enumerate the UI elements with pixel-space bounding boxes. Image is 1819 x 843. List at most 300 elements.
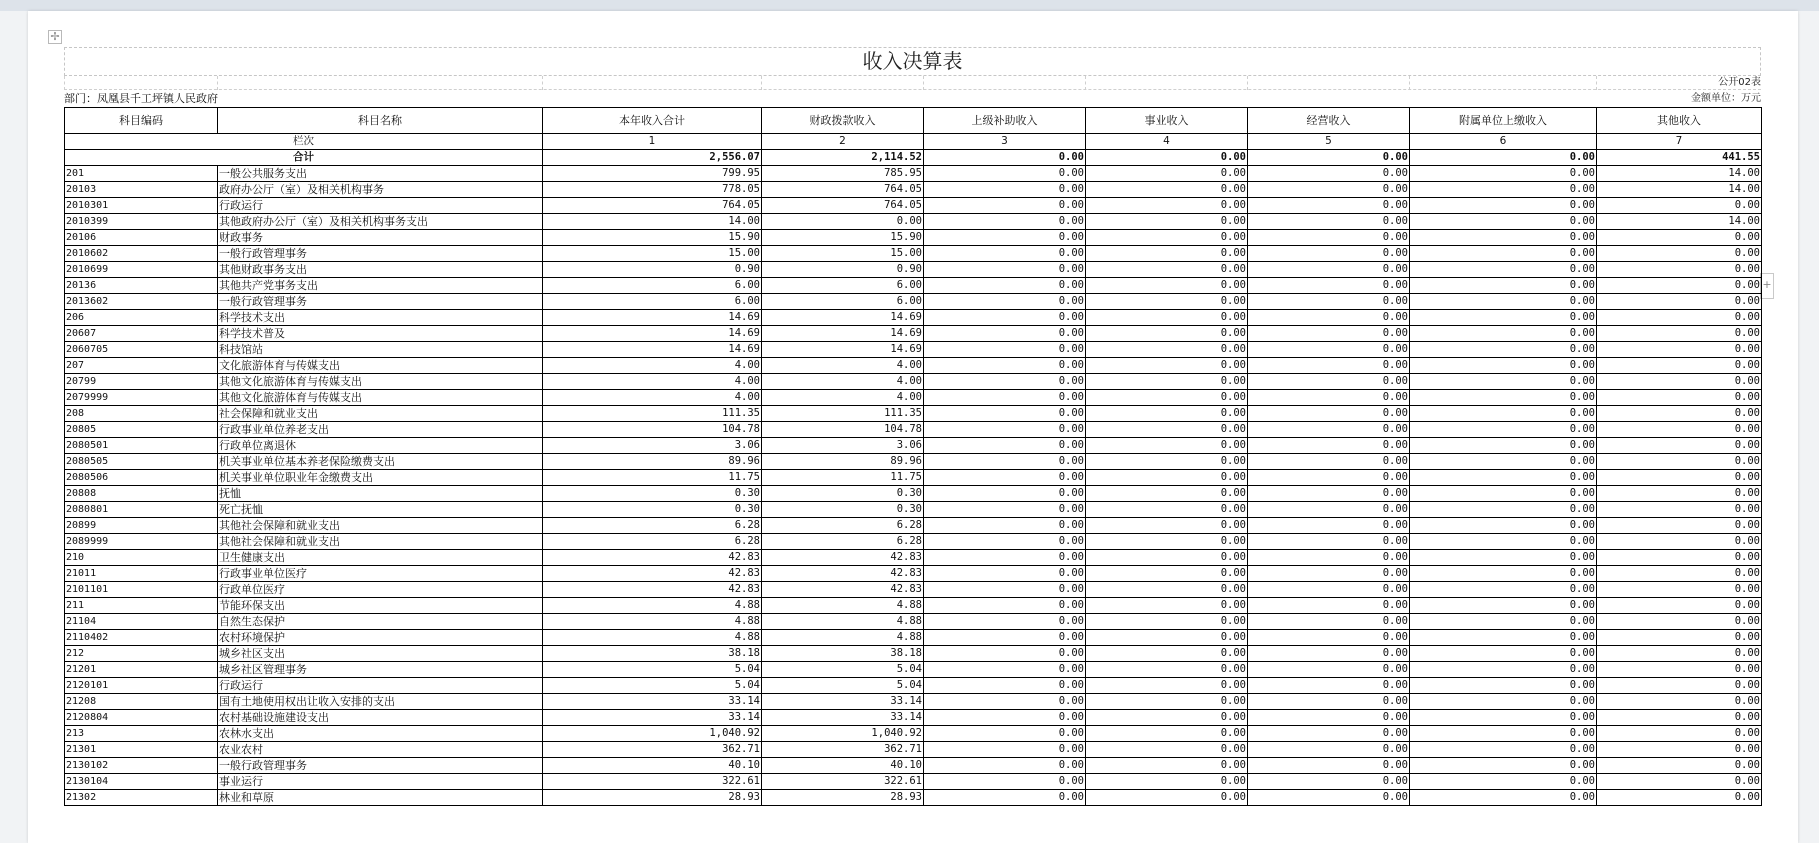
amount-cell[interactable]: 0.00 bbox=[1248, 710, 1410, 726]
amount-cell[interactable]: 0.00 bbox=[1597, 598, 1762, 614]
amount-cell[interactable]: 322.61 bbox=[762, 774, 924, 790]
subject-code-cell[interactable]: 211 bbox=[65, 598, 218, 614]
amount-cell[interactable]: 40.10 bbox=[543, 758, 762, 774]
subject-name-cell[interactable]: 社会保障和就业支出 bbox=[218, 406, 543, 422]
amount-cell[interactable]: 0.00 bbox=[1597, 678, 1762, 694]
amount-cell[interactable]: 0.00 bbox=[1597, 342, 1762, 358]
amount-cell[interactable]: 0.00 bbox=[1410, 534, 1597, 550]
amount-cell[interactable]: 4.88 bbox=[762, 614, 924, 630]
index-number-cell[interactable]: 6 bbox=[1410, 134, 1597, 150]
amount-cell[interactable]: 6.28 bbox=[762, 534, 924, 550]
amount-cell[interactable]: 0.00 bbox=[924, 198, 1086, 214]
subject-code-cell[interactable]: 2010399 bbox=[65, 214, 218, 230]
subject-code-cell[interactable]: 21201 bbox=[65, 662, 218, 678]
subject-name-cell[interactable]: 行政运行 bbox=[218, 678, 543, 694]
amount-cell[interactable]: 104.78 bbox=[762, 422, 924, 438]
amount-cell[interactable]: 0.00 bbox=[1410, 726, 1597, 742]
subject-code-cell[interactable]: 21302 bbox=[65, 790, 218, 806]
amount-cell[interactable]: 0.00 bbox=[1086, 390, 1248, 406]
amount-cell[interactable]: 0.00 bbox=[1410, 454, 1597, 470]
subject-code-cell[interactable]: 21011 bbox=[65, 566, 218, 582]
amount-cell[interactable]: 5.04 bbox=[543, 662, 762, 678]
amount-cell[interactable]: 4.00 bbox=[762, 358, 924, 374]
amount-cell[interactable]: 0.00 bbox=[1086, 246, 1248, 262]
amount-cell[interactable]: 0.00 bbox=[924, 358, 1086, 374]
amount-cell[interactable]: 0.00 bbox=[1248, 230, 1410, 246]
amount-cell[interactable]: 0.00 bbox=[1086, 550, 1248, 566]
amount-cell[interactable]: 0.00 bbox=[1597, 774, 1762, 790]
amount-cell[interactable]: 0.00 bbox=[924, 566, 1086, 582]
amount-cell[interactable]: 0.00 bbox=[1248, 294, 1410, 310]
amount-cell[interactable]: 0.00 bbox=[1410, 518, 1597, 534]
amount-cell[interactable]: 6.00 bbox=[762, 278, 924, 294]
amount-cell[interactable]: 0.00 bbox=[924, 710, 1086, 726]
amount-cell[interactable]: 0.90 bbox=[543, 262, 762, 278]
subject-code-cell[interactable]: 2120101 bbox=[65, 678, 218, 694]
subject-name-cell[interactable]: 其他文化旅游体育与传媒支出 bbox=[218, 390, 543, 406]
total-value-cell[interactable]: 0.00 bbox=[924, 150, 1086, 166]
amount-cell[interactable]: 0.00 bbox=[1410, 262, 1597, 278]
amount-cell[interactable]: 0.00 bbox=[1248, 342, 1410, 358]
total-value-cell[interactable]: 2,556.07 bbox=[543, 150, 762, 166]
subject-code-cell[interactable]: 210 bbox=[65, 550, 218, 566]
subject-name-cell[interactable]: 行政单位离退休 bbox=[218, 438, 543, 454]
amount-cell[interactable]: 0.00 bbox=[924, 262, 1086, 278]
amount-cell[interactable]: 0.00 bbox=[924, 406, 1086, 422]
subject-code-cell[interactable]: 2013602 bbox=[65, 294, 218, 310]
amount-cell[interactable]: 0.00 bbox=[1597, 438, 1762, 454]
amount-cell[interactable]: 0.00 bbox=[1410, 182, 1597, 198]
total-value-cell[interactable]: 2,114.52 bbox=[762, 150, 924, 166]
amount-cell[interactable]: 14.00 bbox=[1597, 182, 1762, 198]
amount-cell[interactable]: 0.00 bbox=[1597, 230, 1762, 246]
subject-code-cell[interactable]: 2079999 bbox=[65, 390, 218, 406]
amount-cell[interactable]: 0.00 bbox=[1597, 262, 1762, 278]
amount-cell[interactable]: 14.69 bbox=[543, 326, 762, 342]
amount-cell[interactable]: 0.00 bbox=[924, 662, 1086, 678]
amount-cell[interactable]: 0.00 bbox=[924, 246, 1086, 262]
amount-cell[interactable]: 14.69 bbox=[543, 342, 762, 358]
subject-code-cell[interactable]: 206 bbox=[65, 310, 218, 326]
amount-cell[interactable]: 42.83 bbox=[543, 566, 762, 582]
amount-cell[interactable]: 0.00 bbox=[1248, 198, 1410, 214]
amount-cell[interactable]: 0.00 bbox=[924, 166, 1086, 182]
amount-cell[interactable]: 0.00 bbox=[1410, 310, 1597, 326]
amount-cell[interactable]: 0.00 bbox=[1410, 646, 1597, 662]
amount-cell[interactable]: 0.00 bbox=[1597, 278, 1762, 294]
amount-cell[interactable]: 0.00 bbox=[1086, 742, 1248, 758]
amount-cell[interactable]: 0.00 bbox=[1086, 678, 1248, 694]
amount-cell[interactable]: 0.00 bbox=[1410, 438, 1597, 454]
column-header[interactable]: 事业收入 bbox=[1086, 108, 1248, 134]
amount-cell[interactable]: 0.00 bbox=[1597, 694, 1762, 710]
total-value-cell[interactable]: 441.55 bbox=[1597, 150, 1762, 166]
amount-cell[interactable]: 14.69 bbox=[543, 310, 762, 326]
amount-cell[interactable]: 1,040.92 bbox=[543, 726, 762, 742]
amount-cell[interactable]: 0.00 bbox=[1086, 294, 1248, 310]
amount-cell[interactable]: 0.00 bbox=[1086, 502, 1248, 518]
column-header[interactable]: 上级补助收入 bbox=[924, 108, 1086, 134]
amount-cell[interactable]: 0.00 bbox=[1410, 742, 1597, 758]
amount-cell[interactable]: 0.00 bbox=[924, 326, 1086, 342]
amount-cell[interactable]: 0.00 bbox=[1248, 262, 1410, 278]
amount-cell[interactable]: 785.95 bbox=[762, 166, 924, 182]
subject-name-cell[interactable]: 科学技术支出 bbox=[218, 310, 543, 326]
amount-cell[interactable]: 0.00 bbox=[1248, 758, 1410, 774]
amount-cell[interactable]: 0.00 bbox=[1410, 470, 1597, 486]
subject-name-cell[interactable]: 农林水支出 bbox=[218, 726, 543, 742]
subject-code-cell[interactable]: 213 bbox=[65, 726, 218, 742]
amount-cell[interactable]: 0.00 bbox=[1086, 710, 1248, 726]
amount-cell[interactable]: 0.00 bbox=[1597, 726, 1762, 742]
amount-cell[interactable]: 0.00 bbox=[1410, 326, 1597, 342]
amount-cell[interactable]: 0.00 bbox=[1086, 646, 1248, 662]
amount-cell[interactable]: 0.30 bbox=[762, 486, 924, 502]
amount-cell[interactable]: 0.00 bbox=[924, 374, 1086, 390]
amount-cell[interactable]: 0.00 bbox=[1086, 518, 1248, 534]
subject-code-cell[interactable]: 208 bbox=[65, 406, 218, 422]
index-label-cell[interactable]: 栏次 bbox=[65, 134, 543, 150]
subject-code-cell[interactable]: 2120804 bbox=[65, 710, 218, 726]
subject-code-cell[interactable]: 20805 bbox=[65, 422, 218, 438]
amount-cell[interactable]: 322.61 bbox=[543, 774, 762, 790]
amount-cell[interactable]: 0.00 bbox=[1410, 758, 1597, 774]
amount-cell[interactable]: 4.00 bbox=[543, 390, 762, 406]
amount-cell[interactable]: 0.00 bbox=[1410, 662, 1597, 678]
amount-cell[interactable]: 0.00 bbox=[1410, 294, 1597, 310]
amount-cell[interactable]: 0.00 bbox=[924, 550, 1086, 566]
amount-cell[interactable]: 0.00 bbox=[1086, 230, 1248, 246]
amount-cell[interactable]: 0.00 bbox=[1597, 454, 1762, 470]
amount-cell[interactable]: 0.00 bbox=[1597, 390, 1762, 406]
amount-cell[interactable]: 0.00 bbox=[1086, 422, 1248, 438]
amount-cell[interactable]: 6.28 bbox=[543, 518, 762, 534]
column-header[interactable]: 其他收入 bbox=[1597, 108, 1762, 134]
amount-cell[interactable]: 15.90 bbox=[543, 230, 762, 246]
subject-name-cell[interactable]: 林业和草原 bbox=[218, 790, 543, 806]
amount-cell[interactable]: 0.00 bbox=[1248, 390, 1410, 406]
table-move-handle-icon[interactable]: ✢ bbox=[48, 30, 62, 44]
amount-cell[interactable]: 89.96 bbox=[543, 454, 762, 470]
amount-cell[interactable]: 0.00 bbox=[924, 598, 1086, 614]
amount-cell[interactable]: 42.83 bbox=[762, 582, 924, 598]
amount-cell[interactable]: 0.90 bbox=[762, 262, 924, 278]
subject-name-cell[interactable]: 自然生态保护 bbox=[218, 614, 543, 630]
subject-name-cell[interactable]: 科技馆站 bbox=[218, 342, 543, 358]
amount-cell[interactable]: 0.00 bbox=[1248, 182, 1410, 198]
amount-cell[interactable]: 0.00 bbox=[1597, 710, 1762, 726]
total-value-cell[interactable]: 0.00 bbox=[1086, 150, 1248, 166]
amount-cell[interactable]: 0.00 bbox=[924, 774, 1086, 790]
amount-cell[interactable]: 0.00 bbox=[1410, 566, 1597, 582]
amount-cell[interactable]: 0.00 bbox=[1410, 406, 1597, 422]
subject-name-cell[interactable]: 文化旅游体育与传媒支出 bbox=[218, 358, 543, 374]
amount-cell[interactable]: 0.00 bbox=[924, 486, 1086, 502]
subject-name-cell[interactable]: 死亡抚恤 bbox=[218, 502, 543, 518]
amount-cell[interactable]: 0.00 bbox=[1597, 758, 1762, 774]
subject-name-cell[interactable]: 其他文化旅游体育与传媒支出 bbox=[218, 374, 543, 390]
amount-cell[interactable]: 0.30 bbox=[762, 502, 924, 518]
amount-cell[interactable]: 0.00 bbox=[924, 214, 1086, 230]
amount-cell[interactable]: 14.00 bbox=[543, 214, 762, 230]
amount-cell[interactable]: 778.05 bbox=[543, 182, 762, 198]
amount-cell[interactable]: 0.00 bbox=[1086, 774, 1248, 790]
column-header[interactable]: 经营收入 bbox=[1248, 108, 1410, 134]
amount-cell[interactable]: 0.00 bbox=[924, 694, 1086, 710]
column-header[interactable]: 科目编码 bbox=[65, 108, 218, 134]
index-number-cell[interactable]: 4 bbox=[1086, 134, 1248, 150]
amount-cell[interactable]: 0.00 bbox=[762, 214, 924, 230]
amount-cell[interactable]: 0.00 bbox=[1248, 470, 1410, 486]
subject-name-cell[interactable]: 国有土地使用权出让收入安排的支出 bbox=[218, 694, 543, 710]
amount-cell[interactable]: 0.00 bbox=[1410, 694, 1597, 710]
subject-code-cell[interactable]: 2080801 bbox=[65, 502, 218, 518]
amount-cell[interactable]: 0.00 bbox=[1597, 246, 1762, 262]
amount-cell[interactable]: 0.00 bbox=[924, 534, 1086, 550]
amount-cell[interactable]: 0.00 bbox=[1410, 358, 1597, 374]
subject-code-cell[interactable]: 20899 bbox=[65, 518, 218, 534]
amount-cell[interactable]: 5.04 bbox=[762, 662, 924, 678]
amount-cell[interactable]: 0.00 bbox=[1248, 534, 1410, 550]
amount-cell[interactable]: 0.00 bbox=[1086, 662, 1248, 678]
subject-name-cell[interactable]: 事业运行 bbox=[218, 774, 543, 790]
amount-cell[interactable]: 104.78 bbox=[543, 422, 762, 438]
subject-code-cell[interactable]: 20103 bbox=[65, 182, 218, 198]
amount-cell[interactable]: 0.00 bbox=[1248, 246, 1410, 262]
amount-cell[interactable]: 0.00 bbox=[1248, 726, 1410, 742]
amount-cell[interactable]: 4.00 bbox=[762, 390, 924, 406]
amount-cell[interactable]: 0.00 bbox=[1597, 646, 1762, 662]
subject-code-cell[interactable]: 201 bbox=[65, 166, 218, 182]
amount-cell[interactable]: 0.00 bbox=[1086, 214, 1248, 230]
subject-code-cell[interactable]: 2101101 bbox=[65, 582, 218, 598]
amount-cell[interactable]: 33.14 bbox=[543, 710, 762, 726]
amount-cell[interactable]: 0.00 bbox=[1086, 262, 1248, 278]
amount-cell[interactable]: 0.00 bbox=[1248, 630, 1410, 646]
amount-cell[interactable]: 6.28 bbox=[762, 518, 924, 534]
amount-cell[interactable]: 0.00 bbox=[924, 614, 1086, 630]
amount-cell[interactable]: 0.00 bbox=[1410, 790, 1597, 806]
subject-name-cell[interactable]: 其他政府办公厅（室）及相关机构事务支出 bbox=[218, 214, 543, 230]
amount-cell[interactable]: 362.71 bbox=[762, 742, 924, 758]
amount-cell[interactable]: 0.00 bbox=[1086, 278, 1248, 294]
amount-cell[interactable]: 0.00 bbox=[1248, 358, 1410, 374]
subject-name-cell[interactable]: 科学技术普及 bbox=[218, 326, 543, 342]
amount-cell[interactable]: 14.00 bbox=[1597, 166, 1762, 182]
amount-cell[interactable]: 14.69 bbox=[762, 326, 924, 342]
amount-cell[interactable]: 1,040.92 bbox=[762, 726, 924, 742]
amount-cell[interactable]: 0.00 bbox=[1597, 374, 1762, 390]
subject-name-cell[interactable]: 农村基础设施建设支出 bbox=[218, 710, 543, 726]
amount-cell[interactable]: 5.04 bbox=[762, 678, 924, 694]
amount-cell[interactable]: 0.00 bbox=[924, 678, 1086, 694]
amount-cell[interactable]: 0.00 bbox=[1597, 582, 1762, 598]
amount-cell[interactable]: 0.00 bbox=[1086, 166, 1248, 182]
amount-cell[interactable]: 0.00 bbox=[924, 310, 1086, 326]
subject-code-cell[interactable]: 21104 bbox=[65, 614, 218, 630]
amount-cell[interactable]: 0.00 bbox=[924, 582, 1086, 598]
amount-cell[interactable]: 4.00 bbox=[543, 374, 762, 390]
amount-cell[interactable]: 0.00 bbox=[1597, 198, 1762, 214]
amount-cell[interactable]: 0.00 bbox=[924, 278, 1086, 294]
amount-cell[interactable]: 0.00 bbox=[1086, 614, 1248, 630]
amount-cell[interactable]: 0.00 bbox=[1086, 438, 1248, 454]
amount-cell[interactable]: 0.00 bbox=[1086, 758, 1248, 774]
subject-name-cell[interactable]: 抚恤 bbox=[218, 486, 543, 502]
subject-name-cell[interactable]: 其他社会保障和就业支出 bbox=[218, 534, 543, 550]
subject-name-cell[interactable]: 行政单位医疗 bbox=[218, 582, 543, 598]
amount-cell[interactable]: 0.00 bbox=[1410, 198, 1597, 214]
amount-cell[interactable]: 0.00 bbox=[1410, 486, 1597, 502]
subject-name-cell[interactable]: 政府办公厅（室）及相关机构事务 bbox=[218, 182, 543, 198]
amount-cell[interactable]: 0.00 bbox=[1597, 294, 1762, 310]
amount-cell[interactable]: 0.00 bbox=[1086, 470, 1248, 486]
amount-cell[interactable]: 0.00 bbox=[1086, 198, 1248, 214]
amount-cell[interactable]: 42.83 bbox=[543, 550, 762, 566]
amount-cell[interactable]: 14.69 bbox=[762, 310, 924, 326]
subject-code-cell[interactable]: 2010699 bbox=[65, 262, 218, 278]
amount-cell[interactable]: 0.00 bbox=[1597, 310, 1762, 326]
amount-cell[interactable]: 0.00 bbox=[924, 454, 1086, 470]
amount-cell[interactable]: 0.00 bbox=[1248, 406, 1410, 422]
amount-cell[interactable]: 0.00 bbox=[924, 742, 1086, 758]
subject-name-cell[interactable]: 行政事业单位医疗 bbox=[218, 566, 543, 582]
amount-cell[interactable]: 0.00 bbox=[1248, 374, 1410, 390]
subject-code-cell[interactable]: 20136 bbox=[65, 278, 218, 294]
add-column-handle-icon[interactable]: + bbox=[1760, 273, 1774, 299]
amount-cell[interactable]: 0.00 bbox=[1410, 774, 1597, 790]
amount-cell[interactable]: 5.04 bbox=[543, 678, 762, 694]
subject-code-cell[interactable]: 21208 bbox=[65, 694, 218, 710]
amount-cell[interactable]: 0.00 bbox=[1597, 422, 1762, 438]
amount-cell[interactable]: 0.00 bbox=[1410, 230, 1597, 246]
amount-cell[interactable]: 111.35 bbox=[543, 406, 762, 422]
subject-name-cell[interactable]: 一般行政管理事务 bbox=[218, 758, 543, 774]
amount-cell[interactable]: 0.00 bbox=[1086, 566, 1248, 582]
amount-cell[interactable]: 0.00 bbox=[1410, 214, 1597, 230]
amount-cell[interactable]: 38.18 bbox=[543, 646, 762, 662]
amount-cell[interactable]: 0.00 bbox=[1248, 502, 1410, 518]
amount-cell[interactable]: 0.00 bbox=[1086, 630, 1248, 646]
amount-cell[interactable]: 0.00 bbox=[924, 470, 1086, 486]
subject-code-cell[interactable]: 212 bbox=[65, 646, 218, 662]
amount-cell[interactable]: 15.90 bbox=[762, 230, 924, 246]
amount-cell[interactable]: 764.05 bbox=[762, 182, 924, 198]
amount-cell[interactable]: 362.71 bbox=[543, 742, 762, 758]
column-header[interactable]: 财政拨款收入 bbox=[762, 108, 924, 134]
amount-cell[interactable]: 4.00 bbox=[762, 374, 924, 390]
amount-cell[interactable]: 0.00 bbox=[1248, 566, 1410, 582]
subject-code-cell[interactable]: 20808 bbox=[65, 486, 218, 502]
amount-cell[interactable]: 0.00 bbox=[1086, 406, 1248, 422]
amount-cell[interactable]: 0.00 bbox=[1248, 694, 1410, 710]
amount-cell[interactable]: 0.00 bbox=[1597, 486, 1762, 502]
index-number-cell[interactable]: 5 bbox=[1248, 134, 1410, 150]
amount-cell[interactable]: 28.93 bbox=[543, 790, 762, 806]
subject-name-cell[interactable]: 城乡社区支出 bbox=[218, 646, 543, 662]
amount-cell[interactable]: 0.00 bbox=[1248, 518, 1410, 534]
amount-cell[interactable]: 0.00 bbox=[1086, 358, 1248, 374]
subject-code-cell[interactable]: 2110402 bbox=[65, 630, 218, 646]
amount-cell[interactable]: 0.30 bbox=[543, 502, 762, 518]
amount-cell[interactable]: 0.00 bbox=[1597, 614, 1762, 630]
total-value-cell[interactable]: 0.00 bbox=[1248, 150, 1410, 166]
subject-name-cell[interactable]: 机关事业单位基本养老保险缴费支出 bbox=[218, 454, 543, 470]
amount-cell[interactable]: 4.88 bbox=[543, 598, 762, 614]
amount-cell[interactable]: 0.00 bbox=[924, 422, 1086, 438]
amount-cell[interactable]: 4.88 bbox=[543, 630, 762, 646]
amount-cell[interactable]: 3.06 bbox=[543, 438, 762, 454]
amount-cell[interactable]: 15.00 bbox=[543, 246, 762, 262]
amount-cell[interactable]: 0.00 bbox=[1410, 374, 1597, 390]
amount-cell[interactable]: 0.00 bbox=[1597, 534, 1762, 550]
total-value-cell[interactable]: 0.00 bbox=[1410, 150, 1597, 166]
amount-cell[interactable]: 0.00 bbox=[1597, 742, 1762, 758]
column-header[interactable]: 本年收入合计 bbox=[543, 108, 762, 134]
amount-cell[interactable]: 40.10 bbox=[762, 758, 924, 774]
amount-cell[interactable]: 0.00 bbox=[1597, 326, 1762, 342]
subject-name-cell[interactable]: 其他财政事务支出 bbox=[218, 262, 543, 278]
subject-name-cell[interactable]: 城乡社区管理事务 bbox=[218, 662, 543, 678]
amount-cell[interactable]: 0.00 bbox=[1086, 326, 1248, 342]
subject-code-cell[interactable]: 21301 bbox=[65, 742, 218, 758]
subject-code-cell[interactable]: 20607 bbox=[65, 326, 218, 342]
amount-cell[interactable]: 0.00 bbox=[1410, 246, 1597, 262]
amount-cell[interactable]: 3.06 bbox=[762, 438, 924, 454]
amount-cell[interactable]: 0.00 bbox=[1597, 518, 1762, 534]
amount-cell[interactable]: 33.14 bbox=[762, 710, 924, 726]
subject-name-cell[interactable]: 一般公共服务支出 bbox=[218, 166, 543, 182]
amount-cell[interactable]: 0.00 bbox=[1597, 550, 1762, 566]
amount-cell[interactable]: 6.28 bbox=[543, 534, 762, 550]
amount-cell[interactable]: 0.00 bbox=[1248, 550, 1410, 566]
amount-cell[interactable]: 0.00 bbox=[1086, 534, 1248, 550]
amount-cell[interactable]: 0.00 bbox=[1248, 678, 1410, 694]
amount-cell[interactable]: 0.00 bbox=[1248, 774, 1410, 790]
subject-code-cell[interactable]: 2080501 bbox=[65, 438, 218, 454]
amount-cell[interactable]: 0.00 bbox=[1248, 582, 1410, 598]
amount-cell[interactable]: 0.00 bbox=[1597, 790, 1762, 806]
amount-cell[interactable]: 0.00 bbox=[1410, 422, 1597, 438]
amount-cell[interactable]: 0.00 bbox=[1597, 502, 1762, 518]
amount-cell[interactable]: 42.83 bbox=[762, 566, 924, 582]
amount-cell[interactable]: 0.00 bbox=[924, 182, 1086, 198]
amount-cell[interactable]: 0.00 bbox=[1597, 566, 1762, 582]
amount-cell[interactable]: 0.00 bbox=[1086, 310, 1248, 326]
amount-cell[interactable]: 0.00 bbox=[924, 342, 1086, 358]
subject-code-cell[interactable]: 2130104 bbox=[65, 774, 218, 790]
subject-name-cell[interactable]: 行政事业单位养老支出 bbox=[218, 422, 543, 438]
amount-cell[interactable]: 0.00 bbox=[1410, 710, 1597, 726]
subject-name-cell[interactable]: 财政事务 bbox=[218, 230, 543, 246]
index-number-cell[interactable]: 3 bbox=[924, 134, 1086, 150]
amount-cell[interactable]: 14.00 bbox=[1597, 214, 1762, 230]
amount-cell[interactable]: 4.88 bbox=[543, 614, 762, 630]
amount-cell[interactable]: 11.75 bbox=[543, 470, 762, 486]
amount-cell[interactable]: 0.00 bbox=[1410, 166, 1597, 182]
amount-cell[interactable]: 0.00 bbox=[1410, 678, 1597, 694]
amount-cell[interactable]: 0.00 bbox=[1086, 726, 1248, 742]
subject-code-cell[interactable]: 2060705 bbox=[65, 342, 218, 358]
amount-cell[interactable]: 4.00 bbox=[543, 358, 762, 374]
amount-cell[interactable]: 111.35 bbox=[762, 406, 924, 422]
index-number-cell[interactable]: 2 bbox=[762, 134, 924, 150]
amount-cell[interactable]: 764.05 bbox=[762, 198, 924, 214]
amount-cell[interactable]: 0.00 bbox=[1086, 342, 1248, 358]
amount-cell[interactable]: 0.00 bbox=[1410, 582, 1597, 598]
subject-code-cell[interactable]: 2089999 bbox=[65, 534, 218, 550]
amount-cell[interactable]: 0.00 bbox=[1248, 486, 1410, 502]
